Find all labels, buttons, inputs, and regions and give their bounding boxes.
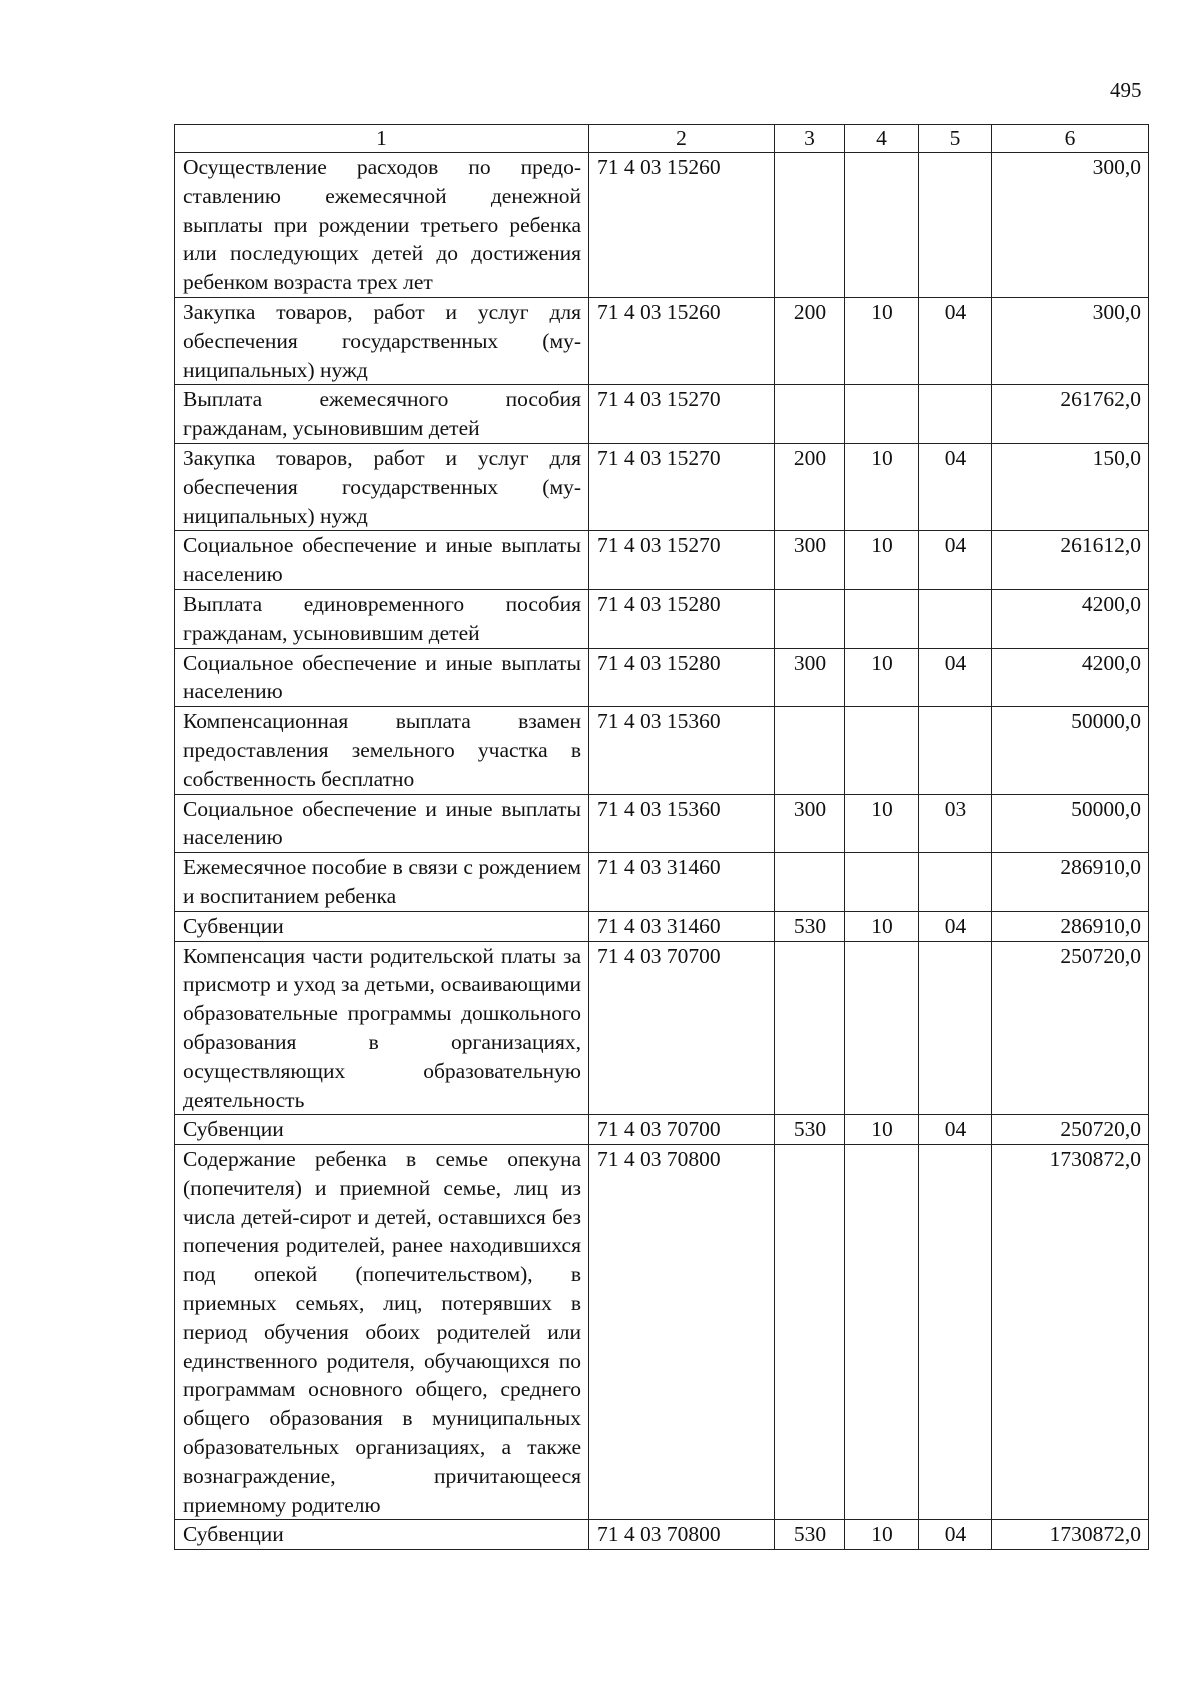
- column-header-2: 2: [589, 125, 775, 153]
- expense-type-cell: [775, 1145, 845, 1520]
- section-cell: 10: [845, 1115, 919, 1145]
- amount-cell: 250720,0: [992, 1115, 1149, 1145]
- row-name-cell: Социальное обеспечение и иные выплаты населению: [175, 794, 589, 853]
- section-cell: [845, 153, 919, 298]
- section-cell: [845, 385, 919, 444]
- page-number: 495: [1110, 78, 1142, 102]
- amount-cell: 286910,0: [992, 853, 1149, 912]
- table-row: [175, 153, 1149, 298]
- expense-type-cell: [775, 941, 845, 1115]
- expense-type-cell: 530: [775, 1520, 845, 1550]
- expense-type-cell: [775, 707, 845, 794]
- section-cell: 10: [845, 911, 919, 941]
- row-name-cell: Осуществление расходов по предоставлению ежемесячной денежной выплаты при рождении третьего ребенка или последующих детей до достижения ребенком возраста трех лет: [175, 153, 589, 298]
- subsection-cell: 04: [919, 531, 992, 590]
- target-code-cell: 71 4 03 15260: [589, 153, 775, 298]
- expense-type-cell: 530: [775, 1115, 845, 1145]
- section-cell: 10: [845, 531, 919, 590]
- table-row: [175, 648, 1149, 707]
- subsection-cell: 03: [919, 794, 992, 853]
- table-header-row: [175, 125, 1149, 153]
- subsection-cell: [919, 1145, 992, 1520]
- target-code-cell: 71 4 03 31460: [589, 853, 775, 912]
- amount-cell: 4200,0: [992, 648, 1149, 707]
- section-cell: 10: [845, 297, 919, 384]
- amount-cell: 50000,0: [992, 794, 1149, 853]
- budget-table: [174, 124, 1149, 1550]
- table-row: [175, 941, 1149, 1115]
- target-code-cell: 71 4 03 70800: [589, 1145, 775, 1520]
- subsection-cell: 04: [919, 1115, 992, 1145]
- row-name-cell: Содержание ребенка в семье опекуна (попечителя) и приемной семье, лиц из числа детей-сирот и детей, оставшихся без попечения родителей, ранее находившихся под опекой (попечительством), в приемных семьях, лиц, потерявших в период обучения обоих родителей или единственного родителя, обучающихся по программам основного общего, среднего общего образования в муниципальных образовательных организациях, а также вознаграждение, причитающееся приемному родителю: [175, 1145, 589, 1520]
- target-code-cell: 71 4 03 15270: [589, 443, 775, 530]
- column-header-3: 3: [775, 125, 845, 153]
- section-cell: 10: [845, 648, 919, 707]
- row-name-cell: Компенсационная выплата взамен предоставления земельного участка в собственность бесплатно: [175, 707, 589, 794]
- amount-cell: 261762,0: [992, 385, 1149, 444]
- expense-type-cell: 300: [775, 794, 845, 853]
- subsection-cell: [919, 707, 992, 794]
- section-cell: [845, 853, 919, 912]
- table-row: [175, 589, 1149, 648]
- amount-cell: 1730872,0: [992, 1145, 1149, 1520]
- amount-cell: 250720,0: [992, 941, 1149, 1115]
- table-body: [175, 153, 1149, 1550]
- column-header-5: 5: [919, 125, 992, 153]
- target-code-cell: 71 4 03 70800: [589, 1520, 775, 1550]
- target-code-cell: 71 4 03 15280: [589, 648, 775, 707]
- expense-type-cell: [775, 589, 845, 648]
- amount-cell: 261612,0: [992, 531, 1149, 590]
- target-code-cell: 71 4 03 15270: [589, 385, 775, 444]
- target-code-cell: 71 4 03 15270: [589, 531, 775, 590]
- subsection-cell: [919, 589, 992, 648]
- column-header-4: 4: [845, 125, 919, 153]
- row-name-cell: Выплата ежемесячного пособия гражданам, усыновившим детей: [175, 385, 589, 444]
- amount-cell: 300,0: [992, 153, 1149, 298]
- table-row: [175, 707, 1149, 794]
- subsection-cell: 04: [919, 1520, 992, 1550]
- table-row: [175, 1520, 1149, 1550]
- row-name-cell: Закупка товаров, работ и услуг для обеспечения государственных (муниципальных) нужд: [175, 443, 589, 530]
- expense-type-cell: 300: [775, 531, 845, 590]
- row-name-cell: Социальное обеспечение и иные выплаты населению: [175, 531, 589, 590]
- table-row: [175, 443, 1149, 530]
- subsection-cell: [919, 853, 992, 912]
- expense-type-cell: 300: [775, 648, 845, 707]
- amount-cell: 300,0: [992, 297, 1149, 384]
- row-name-cell: Компенсация части родительской платы за присмотр и уход за детьми, осваивающими образовательные программы дошкольного образования в организациях, осуществляющих образовательную деятельность: [175, 941, 589, 1115]
- table-row: [175, 531, 1149, 590]
- row-name-cell: Выплата единовременного пособия гражданам, усыновившим детей: [175, 589, 589, 648]
- table-row: [175, 1115, 1149, 1145]
- section-cell: [845, 707, 919, 794]
- amount-cell: 1730872,0: [992, 1520, 1149, 1550]
- section-cell: [845, 589, 919, 648]
- target-code-cell: 71 4 03 15360: [589, 794, 775, 853]
- expense-type-cell: 530: [775, 911, 845, 941]
- row-name-cell: Закупка товаров, работ и услуг для обеспечения государственных (муниципальных) нужд: [175, 297, 589, 384]
- amount-cell: 50000,0: [992, 707, 1149, 794]
- target-code-cell: 71 4 03 15280: [589, 589, 775, 648]
- row-name-cell: Субвенции: [175, 1520, 589, 1550]
- amount-cell: 4200,0: [992, 589, 1149, 648]
- table-row: [175, 911, 1149, 941]
- column-header-1: 1: [175, 125, 589, 153]
- target-code-cell: 71 4 03 15260: [589, 297, 775, 384]
- target-code-cell: 71 4 03 70700: [589, 941, 775, 1115]
- section-cell: 10: [845, 794, 919, 853]
- subsection-cell: [919, 385, 992, 444]
- expense-type-cell: 200: [775, 297, 845, 384]
- table-row: [175, 853, 1149, 912]
- table-row: [175, 794, 1149, 853]
- section-cell: 10: [845, 1520, 919, 1550]
- target-code-cell: 71 4 03 15360: [589, 707, 775, 794]
- row-name-cell: Субвенции: [175, 911, 589, 941]
- subsection-cell: 04: [919, 443, 992, 530]
- row-name-cell: Субвенции: [175, 1115, 589, 1145]
- table-row: [175, 1145, 1149, 1520]
- subsection-cell: [919, 153, 992, 298]
- subsection-cell: 04: [919, 648, 992, 707]
- expense-type-cell: [775, 153, 845, 298]
- column-header-6: 6: [992, 125, 1149, 153]
- expense-type-cell: [775, 385, 845, 444]
- subsection-cell: 04: [919, 911, 992, 941]
- target-code-cell: 71 4 03 31460: [589, 911, 775, 941]
- subsection-cell: 04: [919, 297, 992, 384]
- section-cell: 10: [845, 443, 919, 530]
- target-code-cell: 71 4 03 70700: [589, 1115, 775, 1145]
- row-name-cell: Социальное обеспечение и иные выплаты населению: [175, 648, 589, 707]
- amount-cell: 150,0: [992, 443, 1149, 530]
- expense-type-cell: [775, 853, 845, 912]
- subsection-cell: [919, 941, 992, 1115]
- row-name-cell: Ежемесячное пособие в связи с рождением и воспитанием ребенка: [175, 853, 589, 912]
- section-cell: [845, 941, 919, 1115]
- expense-type-cell: 200: [775, 443, 845, 530]
- section-cell: [845, 1145, 919, 1520]
- amount-cell: 286910,0: [992, 911, 1149, 941]
- table-row: [175, 297, 1149, 384]
- table-row: [175, 385, 1149, 444]
